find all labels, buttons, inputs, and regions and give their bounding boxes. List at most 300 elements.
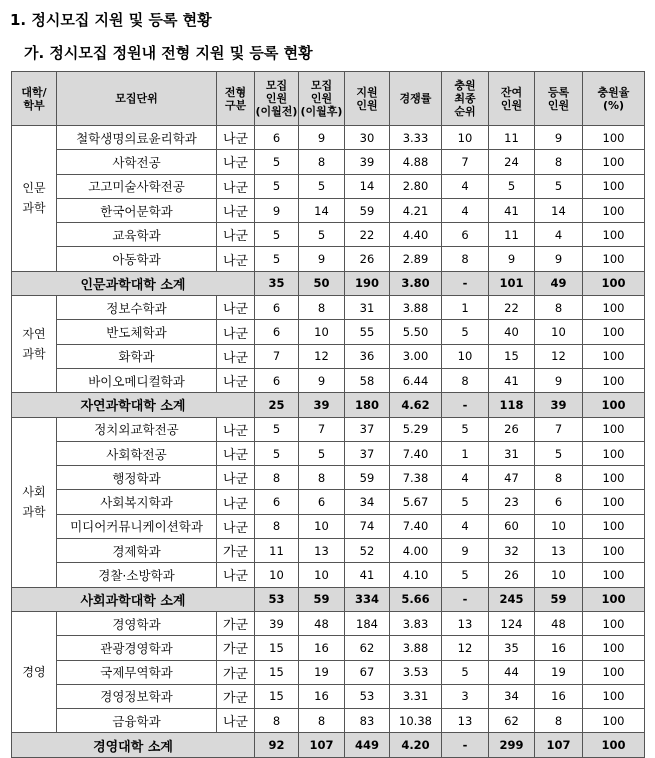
applicants-cell: 26	[345, 247, 390, 271]
quota-b-cell: 8	[299, 296, 345, 320]
last-rank-cell: 4	[442, 198, 489, 222]
ratio-cell: 7.40	[390, 441, 442, 465]
type-cell: 가군	[217, 684, 255, 708]
unit-cell: 미디어커뮤니케이션학과	[57, 514, 217, 538]
quota-a-cell: 5	[255, 417, 299, 441]
quota-b-cell: 8	[299, 150, 345, 174]
subtotal-label: 사회과학대학 소계	[12, 587, 255, 611]
remaining-cell: 5	[489, 174, 535, 198]
ratio-cell: 5.50	[390, 320, 442, 344]
quota-b-cell: 10	[299, 514, 345, 538]
subtotal-remaining: 101	[489, 271, 535, 295]
quota-a-cell: 6	[255, 490, 299, 514]
header-quota-after: 모집 인원 (이월후)	[299, 72, 345, 126]
registered-cell: 16	[535, 684, 583, 708]
unit-cell: 교육학과	[57, 223, 217, 247]
registered-cell: 10	[535, 514, 583, 538]
quota-a-cell: 6	[255, 368, 299, 392]
subtotal-quota-a: 35	[255, 271, 299, 295]
remaining-cell: 40	[489, 320, 535, 344]
last-rank-cell: 3	[442, 684, 489, 708]
remaining-cell: 35	[489, 636, 535, 660]
applicants-cell: 59	[345, 198, 390, 222]
ratio-cell: 3.00	[390, 344, 442, 368]
applicants-cell: 53	[345, 684, 390, 708]
fill-rate-cell: 100	[583, 490, 645, 514]
last-rank-cell: 12	[442, 636, 489, 660]
applicants-cell: 52	[345, 539, 390, 563]
quota-a-cell: 8	[255, 466, 299, 490]
quota-a-cell: 6	[255, 126, 299, 150]
table-row	[12, 660, 645, 684]
subtotal-quota-a: 25	[255, 393, 299, 417]
quota-a-cell: 7	[255, 344, 299, 368]
unit-cell: 사회복지학과	[57, 490, 217, 514]
unit-cell: 철학생명의료윤리학과	[57, 126, 217, 150]
table-row	[12, 611, 645, 635]
table-row	[12, 223, 645, 247]
type-cell: 가군	[217, 636, 255, 660]
ratio-cell: 4.21	[390, 198, 442, 222]
subtotal-quota-b: 39	[299, 393, 345, 417]
applicants-cell: 36	[345, 344, 390, 368]
table-row	[12, 539, 645, 563]
type-cell: 나군	[217, 174, 255, 198]
table-row	[12, 344, 645, 368]
last-rank-cell: 10	[442, 126, 489, 150]
last-rank-cell: 4	[442, 514, 489, 538]
registered-cell: 9	[535, 126, 583, 150]
type-cell: 가군	[217, 539, 255, 563]
registered-cell: 8	[535, 150, 583, 174]
type-cell: 나군	[217, 223, 255, 247]
quota-b-cell: 14	[299, 198, 345, 222]
type-cell: 나군	[217, 150, 255, 174]
registered-cell: 6	[535, 490, 583, 514]
last-rank-cell: 13	[442, 611, 489, 635]
type-cell: 나군	[217, 320, 255, 344]
fill-rate-cell: 100	[583, 441, 645, 465]
type-cell: 가군	[217, 611, 255, 635]
remaining-cell: 124	[489, 611, 535, 635]
ratio-cell: 3.31	[390, 684, 442, 708]
last-rank-cell: 6	[442, 223, 489, 247]
remaining-cell: 41	[489, 368, 535, 392]
type-cell: 가군	[217, 660, 255, 684]
remaining-cell: 11	[489, 223, 535, 247]
quota-a-cell: 5	[255, 223, 299, 247]
remaining-cell: 60	[489, 514, 535, 538]
subtotal-last-rank: -	[442, 733, 489, 757]
unit-cell: 경찰·소방학과	[57, 563, 217, 587]
quota-b-cell: 6	[299, 490, 345, 514]
quota-b-cell: 19	[299, 660, 345, 684]
ratio-cell: 6.44	[390, 368, 442, 392]
quota-a-cell: 5	[255, 247, 299, 271]
quota-b-cell: 16	[299, 684, 345, 708]
remaining-cell: 62	[489, 709, 535, 733]
subsection-title: 가. 정시모집 정원내 전형 지원 및 등록 현황	[24, 44, 313, 62]
unit-cell: 경영학과	[57, 611, 217, 635]
fill-rate-cell: 100	[583, 514, 645, 538]
unit-cell: 행정학과	[57, 466, 217, 490]
subtotal-ratio: 5.66	[390, 587, 442, 611]
subtotal-label: 자연과학대학 소계	[12, 393, 255, 417]
subtotal-row	[12, 733, 645, 757]
remaining-cell: 23	[489, 490, 535, 514]
fill-rate-cell: 100	[583, 150, 645, 174]
last-rank-cell: 13	[442, 709, 489, 733]
last-rank-cell: 8	[442, 247, 489, 271]
table-row	[12, 198, 645, 222]
unit-cell: 정보수학과	[57, 296, 217, 320]
fill-rate-cell: 100	[583, 417, 645, 441]
remaining-cell: 26	[489, 417, 535, 441]
header-last-rank: 충원 최종 순위	[442, 72, 489, 126]
college-cell: 인문 과학	[12, 126, 57, 272]
fill-rate-cell: 100	[583, 684, 645, 708]
fill-rate-cell: 100	[583, 466, 645, 490]
quota-b-cell: 9	[299, 247, 345, 271]
applicants-cell: 14	[345, 174, 390, 198]
last-rank-cell: 4	[442, 174, 489, 198]
quota-a-cell: 15	[255, 684, 299, 708]
applicants-cell: 62	[345, 636, 390, 660]
registered-cell: 9	[535, 368, 583, 392]
last-rank-cell: 8	[442, 368, 489, 392]
applicants-cell: 31	[345, 296, 390, 320]
quota-a-cell: 5	[255, 441, 299, 465]
subtotal-registered: 39	[535, 393, 583, 417]
subtotal-remaining: 245	[489, 587, 535, 611]
remaining-cell: 32	[489, 539, 535, 563]
ratio-cell: 4.88	[390, 150, 442, 174]
unit-cell: 화학과	[57, 344, 217, 368]
quota-b-cell: 48	[299, 611, 345, 635]
subtotal-registered: 107	[535, 733, 583, 757]
table-row	[12, 684, 645, 708]
quota-b-cell: 9	[299, 126, 345, 150]
table-row	[12, 126, 645, 150]
subtotal-quota-b: 50	[299, 271, 345, 295]
table-row	[12, 247, 645, 271]
admission-table	[11, 71, 645, 758]
applicants-cell: 184	[345, 611, 390, 635]
applicants-cell: 39	[345, 150, 390, 174]
fill-rate-cell: 100	[583, 709, 645, 733]
registered-cell: 4	[535, 223, 583, 247]
unit-cell: 한국어문학과	[57, 198, 217, 222]
quota-b-cell: 5	[299, 174, 345, 198]
subtotal-fill-rate: 100	[583, 393, 645, 417]
subtotal-applicants: 449	[345, 733, 390, 757]
type-cell: 나군	[217, 344, 255, 368]
subtotal-applicants: 180	[345, 393, 390, 417]
ratio-cell: 4.10	[390, 563, 442, 587]
ratio-cell: 3.53	[390, 660, 442, 684]
subtotal-last-rank: -	[442, 271, 489, 295]
subtotal-ratio: 3.80	[390, 271, 442, 295]
registered-cell: 8	[535, 709, 583, 733]
remaining-cell: 9	[489, 247, 535, 271]
last-rank-cell: 10	[442, 344, 489, 368]
remaining-cell: 44	[489, 660, 535, 684]
unit-cell: 경영정보학과	[57, 684, 217, 708]
fill-rate-cell: 100	[583, 636, 645, 660]
quota-b-cell: 7	[299, 417, 345, 441]
unit-cell: 경제학과	[57, 539, 217, 563]
quota-a-cell: 5	[255, 150, 299, 174]
quota-a-cell: 8	[255, 709, 299, 733]
subtotal-registered: 59	[535, 587, 583, 611]
last-rank-cell: 5	[442, 417, 489, 441]
unit-cell: 반도체학과	[57, 320, 217, 344]
registered-cell: 12	[535, 344, 583, 368]
fill-rate-cell: 100	[583, 344, 645, 368]
type-cell: 나군	[217, 466, 255, 490]
table-row	[12, 368, 645, 392]
unit-cell: 관광경영학과	[57, 636, 217, 660]
registered-cell: 7	[535, 417, 583, 441]
table-row	[12, 296, 645, 320]
ratio-cell: 5.67	[390, 490, 442, 514]
quota-a-cell: 6	[255, 320, 299, 344]
header-college: 대학/ 학부	[12, 72, 57, 126]
fill-rate-cell: 100	[583, 539, 645, 563]
last-rank-cell: 1	[442, 441, 489, 465]
quota-a-cell: 5	[255, 174, 299, 198]
quota-b-cell: 8	[299, 709, 345, 733]
subtotal-ratio: 4.20	[390, 733, 442, 757]
applicants-cell: 22	[345, 223, 390, 247]
header-quota-before: 모집 인원 (이월전)	[255, 72, 299, 126]
type-cell: 나군	[217, 490, 255, 514]
ratio-cell: 2.89	[390, 247, 442, 271]
applicants-cell: 74	[345, 514, 390, 538]
unit-cell: 아동학과	[57, 247, 217, 271]
registered-cell: 5	[535, 441, 583, 465]
quota-a-cell: 39	[255, 611, 299, 635]
subtotal-label: 인문과학대학 소계	[12, 271, 255, 295]
type-cell: 나군	[217, 126, 255, 150]
header-fill-rate: 충원율 (%)	[583, 72, 645, 126]
section-title: 1. 정시모집 지원 및 등록 현황	[10, 11, 212, 29]
college-cell: 사회 과학	[12, 417, 57, 587]
header-applicants: 지원 인원	[345, 72, 390, 126]
table-row	[12, 441, 645, 465]
fill-rate-cell: 100	[583, 660, 645, 684]
table-row	[12, 150, 645, 174]
table-row	[12, 636, 645, 660]
header-remaining: 잔여 인원	[489, 72, 535, 126]
type-cell: 나군	[217, 417, 255, 441]
quota-a-cell: 10	[255, 563, 299, 587]
type-cell: 나군	[217, 247, 255, 271]
applicants-cell: 37	[345, 441, 390, 465]
last-rank-cell: 1	[442, 296, 489, 320]
applicants-cell: 67	[345, 660, 390, 684]
registered-cell: 48	[535, 611, 583, 635]
quota-b-cell: 10	[299, 563, 345, 587]
applicants-cell: 55	[345, 320, 390, 344]
subtotal-applicants: 190	[345, 271, 390, 295]
header-registered: 등록 인원	[535, 72, 583, 126]
remaining-cell: 15	[489, 344, 535, 368]
fill-rate-cell: 100	[583, 223, 645, 247]
remaining-cell: 41	[489, 198, 535, 222]
subtotal-quota-a: 53	[255, 587, 299, 611]
quota-a-cell: 11	[255, 539, 299, 563]
applicants-cell: 34	[345, 490, 390, 514]
fill-rate-cell: 100	[583, 320, 645, 344]
applicants-cell: 58	[345, 368, 390, 392]
ratio-cell: 7.38	[390, 466, 442, 490]
applicants-cell: 30	[345, 126, 390, 150]
subtotal-registered: 49	[535, 271, 583, 295]
registered-cell: 9	[535, 247, 583, 271]
table-body	[12, 126, 645, 758]
header-ratio: 경쟁률	[390, 72, 442, 126]
subtotal-fill-rate: 100	[583, 587, 645, 611]
quota-b-cell: 12	[299, 344, 345, 368]
quota-b-cell: 8	[299, 466, 345, 490]
ratio-cell: 4.00	[390, 539, 442, 563]
unit-cell: 고고미술사학전공	[57, 174, 217, 198]
subtotal-row	[12, 393, 645, 417]
ratio-cell: 5.29	[390, 417, 442, 441]
applicants-cell: 83	[345, 709, 390, 733]
type-cell: 나군	[217, 296, 255, 320]
type-cell: 나군	[217, 563, 255, 587]
table-row	[12, 563, 645, 587]
ratio-cell: 2.80	[390, 174, 442, 198]
registered-cell: 10	[535, 320, 583, 344]
last-rank-cell: 5	[442, 320, 489, 344]
quota-b-cell: 9	[299, 368, 345, 392]
last-rank-cell: 4	[442, 466, 489, 490]
remaining-cell: 26	[489, 563, 535, 587]
table-row	[12, 709, 645, 733]
table-row	[12, 490, 645, 514]
table-row	[12, 174, 645, 198]
unit-cell: 바이오메디컬학과	[57, 368, 217, 392]
fill-rate-cell: 100	[583, 126, 645, 150]
ratio-cell: 4.40	[390, 223, 442, 247]
registered-cell: 14	[535, 198, 583, 222]
registered-cell: 19	[535, 660, 583, 684]
registered-cell: 16	[535, 636, 583, 660]
applicants-cell: 59	[345, 466, 390, 490]
quota-a-cell: 6	[255, 296, 299, 320]
registered-cell: 5	[535, 174, 583, 198]
subtotal-fill-rate: 100	[583, 271, 645, 295]
last-rank-cell: 9	[442, 539, 489, 563]
ratio-cell: 3.88	[390, 296, 442, 320]
unit-cell: 금융학과	[57, 709, 217, 733]
subtotal-ratio: 4.62	[390, 393, 442, 417]
fill-rate-cell: 100	[583, 368, 645, 392]
last-rank-cell: 7	[442, 150, 489, 174]
subtotal-last-rank: -	[442, 587, 489, 611]
quota-b-cell: 5	[299, 441, 345, 465]
quota-b-cell: 5	[299, 223, 345, 247]
remaining-cell: 47	[489, 466, 535, 490]
applicants-cell: 41	[345, 563, 390, 587]
subtotal-fill-rate: 100	[583, 733, 645, 757]
last-rank-cell: 5	[442, 660, 489, 684]
type-cell: 나군	[217, 368, 255, 392]
ratio-cell: 7.40	[390, 514, 442, 538]
quota-a-cell: 15	[255, 660, 299, 684]
unit-cell: 정치외교학전공	[57, 417, 217, 441]
quota-b-cell: 13	[299, 539, 345, 563]
subtotal-remaining: 118	[489, 393, 535, 417]
table-row	[12, 320, 645, 344]
subtotal-row	[12, 587, 645, 611]
fill-rate-cell: 100	[583, 611, 645, 635]
registered-cell: 8	[535, 466, 583, 490]
type-cell: 나군	[217, 709, 255, 733]
subtotal-quota-b: 59	[299, 587, 345, 611]
table-row	[12, 514, 645, 538]
ratio-cell: 3.88	[390, 636, 442, 660]
fill-rate-cell: 100	[583, 198, 645, 222]
subtotal-label: 경영대학 소계	[12, 733, 255, 757]
header-type: 전형 구분	[217, 72, 255, 126]
type-cell: 나군	[217, 198, 255, 222]
subtotal-applicants: 334	[345, 587, 390, 611]
subtotal-row	[12, 271, 645, 295]
fill-rate-cell: 100	[583, 296, 645, 320]
remaining-cell: 34	[489, 684, 535, 708]
unit-cell: 사회학전공	[57, 441, 217, 465]
subtotal-last-rank: -	[442, 393, 489, 417]
registered-cell: 8	[535, 296, 583, 320]
quota-a-cell: 8	[255, 514, 299, 538]
subtotal-remaining: 299	[489, 733, 535, 757]
subtotal-quota-b: 107	[299, 733, 345, 757]
ratio-cell: 10.38	[390, 709, 442, 733]
registered-cell: 13	[535, 539, 583, 563]
remaining-cell: 31	[489, 441, 535, 465]
fill-rate-cell: 100	[583, 247, 645, 271]
table-row	[12, 466, 645, 490]
remaining-cell: 22	[489, 296, 535, 320]
last-rank-cell: 5	[442, 563, 489, 587]
header-unit: 모집단위	[57, 72, 217, 126]
subtotal-quota-a: 92	[255, 733, 299, 757]
last-rank-cell: 5	[442, 490, 489, 514]
applicants-cell: 37	[345, 417, 390, 441]
fill-rate-cell: 100	[583, 174, 645, 198]
ratio-cell: 3.83	[390, 611, 442, 635]
remaining-cell: 24	[489, 150, 535, 174]
registered-cell: 10	[535, 563, 583, 587]
quota-b-cell: 16	[299, 636, 345, 660]
header-row	[12, 72, 645, 126]
remaining-cell: 11	[489, 126, 535, 150]
ratio-cell: 3.33	[390, 126, 442, 150]
fill-rate-cell: 100	[583, 563, 645, 587]
college-cell: 경영	[12, 611, 57, 732]
type-cell: 나군	[217, 514, 255, 538]
table-row	[12, 417, 645, 441]
type-cell: 나군	[217, 441, 255, 465]
unit-cell: 사학전공	[57, 150, 217, 174]
quota-a-cell: 15	[255, 636, 299, 660]
quota-b-cell: 10	[299, 320, 345, 344]
college-cell: 자연 과학	[12, 296, 57, 393]
